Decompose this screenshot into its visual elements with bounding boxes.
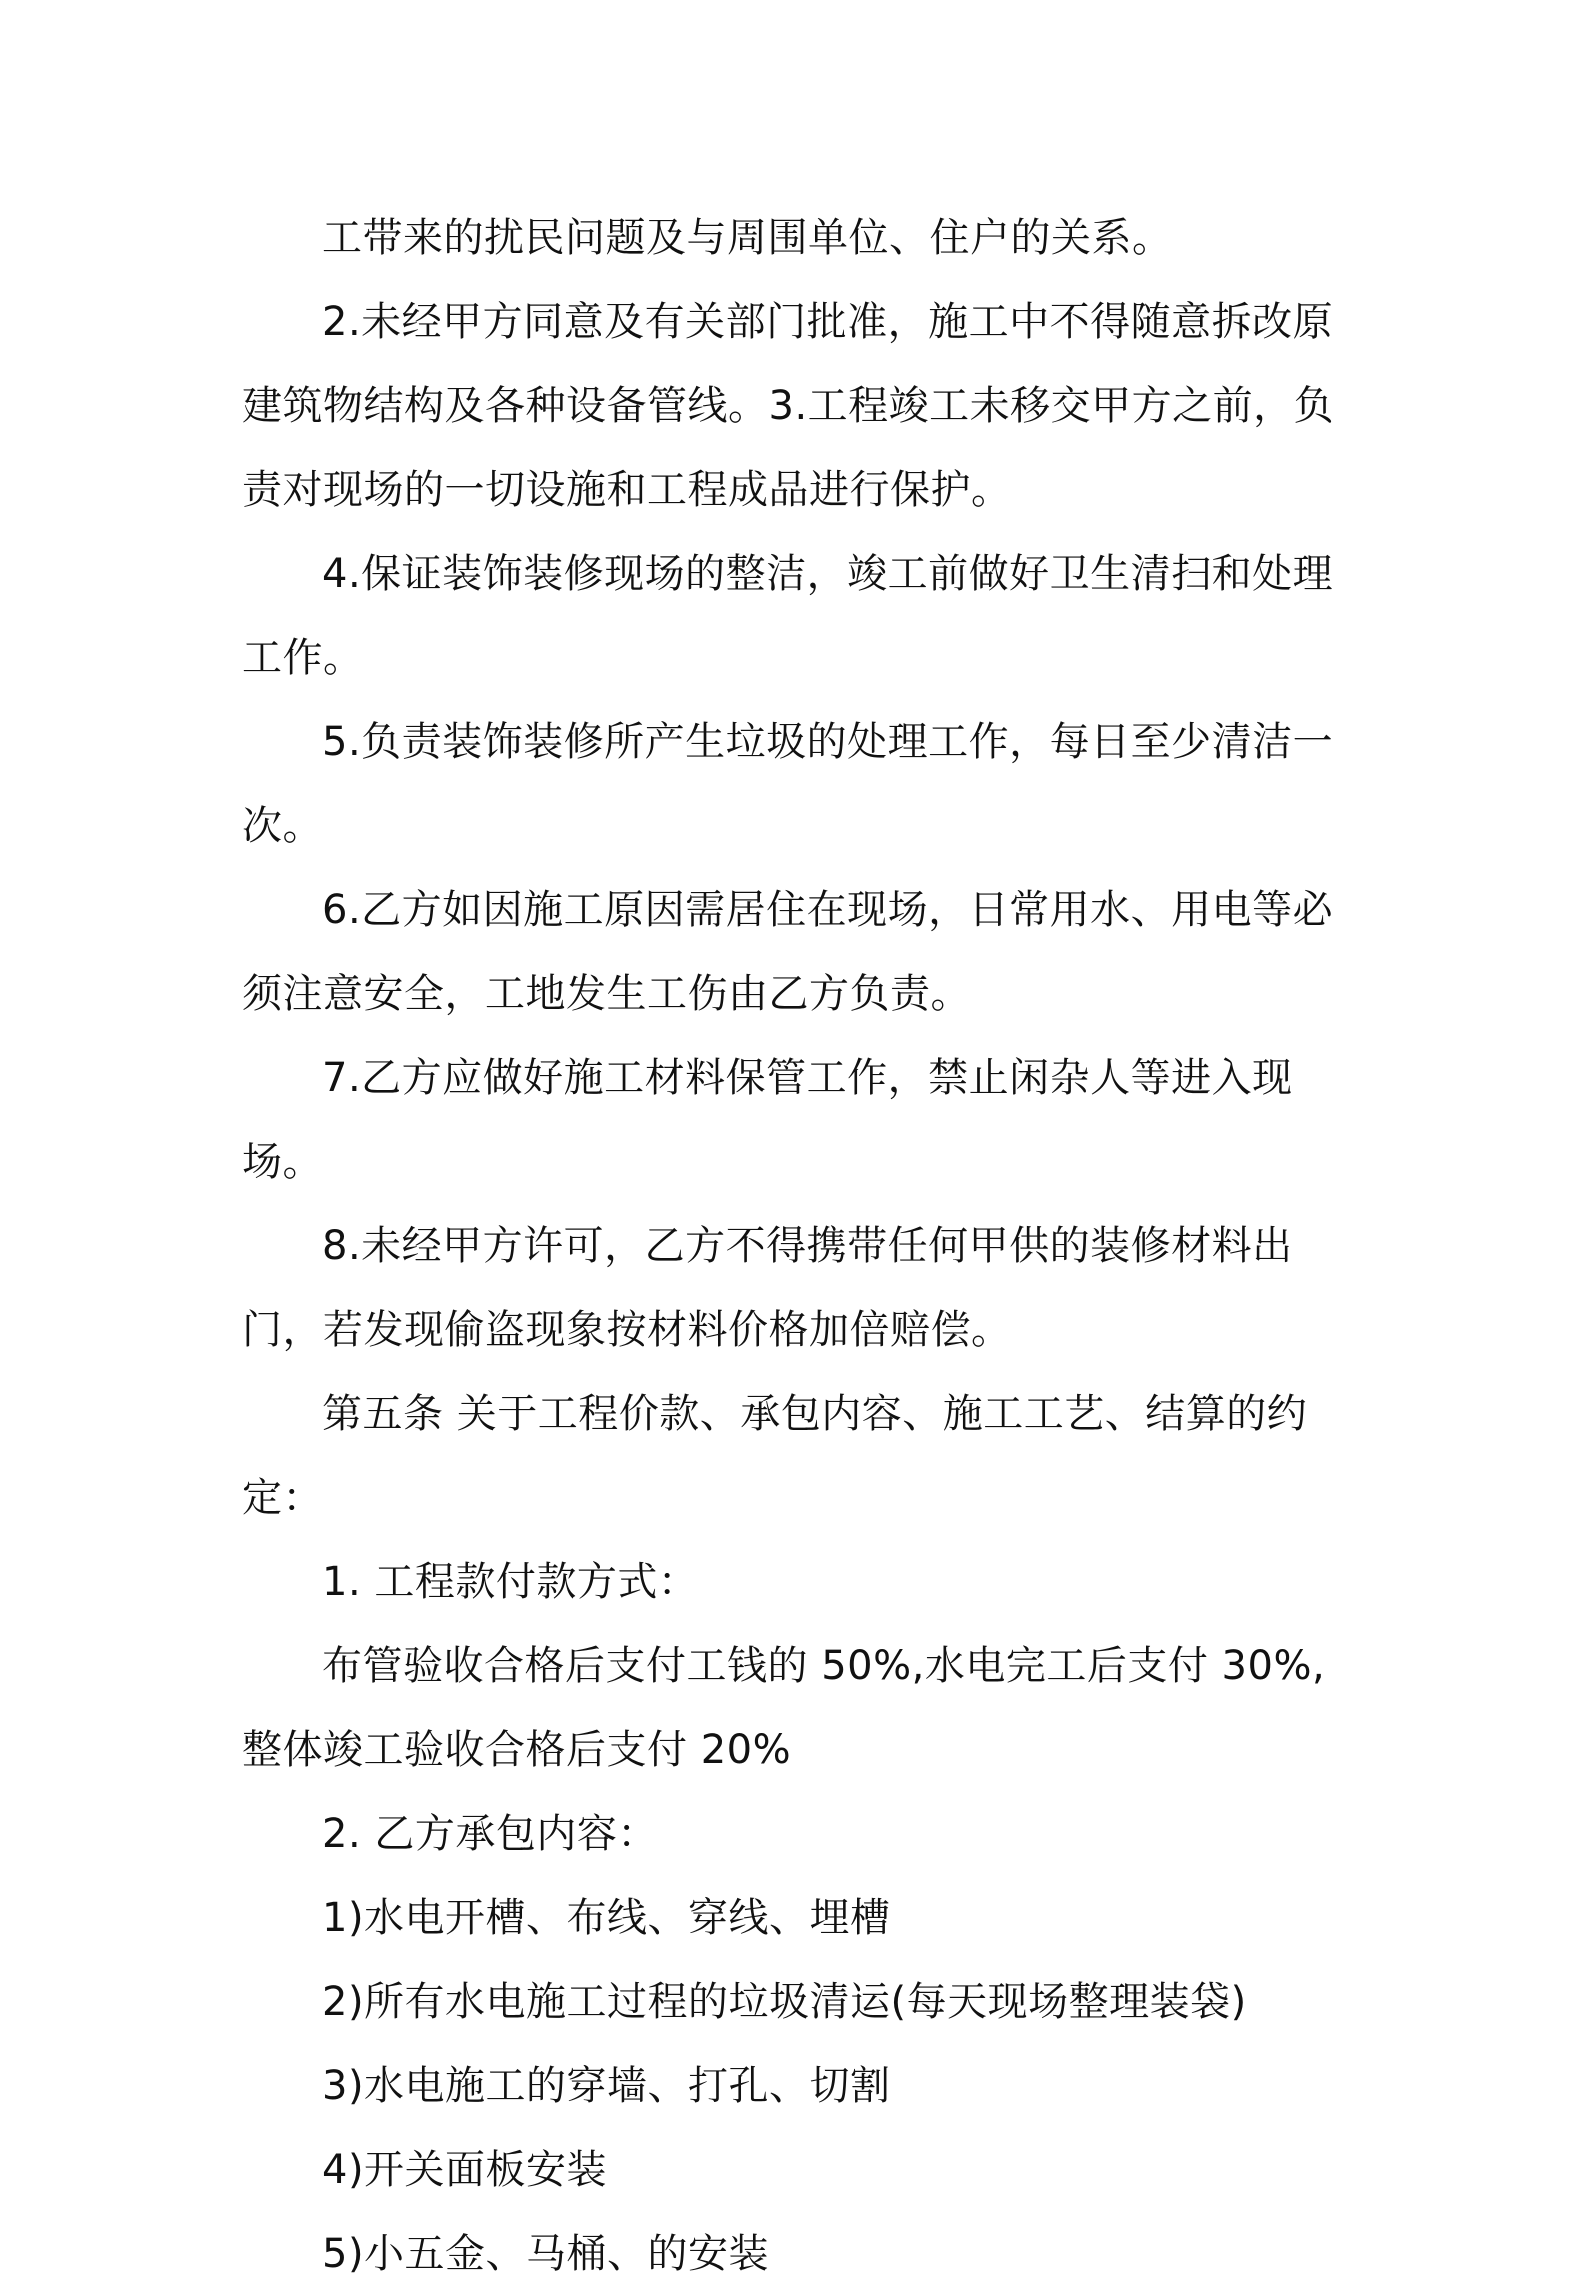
scope-item-2: 2)所有水电施工过程的垃圾清运(每天现场整理装袋) bbox=[322, 1979, 1247, 2025]
paragraph-clause-8: 8.未经甲方许可，乙方不得携带任何甲供的装修材料出门，若发现偷盗现象按材料价格加倍赔偿。 bbox=[242, 1223, 1293, 1353]
paragraph-clause-7: 7.乙方应做好施工材料保管工作，禁止闲杂人等进入现场。 bbox=[242, 1055, 1293, 1185]
payment-method-heading: 1. 工程款付款方式： bbox=[322, 1559, 699, 1605]
scope-item-5: 5)小五金、马桶、的安装 bbox=[322, 2231, 770, 2277]
paragraph-clause-4: 4.保证装饰装修现场的整洁，竣工前做好卫生清扫和处理工作。 bbox=[242, 551, 1334, 681]
document-body bbox=[242, 196, 1362, 2296]
payment-method-body: 布管验收合格后支付工钱的 50%,水电完工后支付 30%,整体竣工验收合格后支付 20% bbox=[242, 1643, 1326, 1773]
paragraph-intro-continuation: 工带来的扰民问题及与周围单位、住户的关系。 bbox=[322, 215, 1173, 261]
article-5-heading: 第五条 关于工程价款、承包内容、施工工艺、结算的约定： bbox=[242, 1391, 1308, 1521]
scope-item-1: 1)水电开槽、布线、穿线、埋槽 bbox=[322, 1895, 891, 1941]
contract-scope-heading: 2. 乙方承包内容： bbox=[322, 1811, 658, 1857]
paragraph-clause-5: 5.负责装饰装修所产生垃圾的处理工作，每日至少清洁一次。 bbox=[242, 719, 1334, 849]
scope-item-3: 3)水电施工的穿墙、打孔、切割 bbox=[322, 2063, 891, 2109]
scope-item-4: 4)开关面板安装 bbox=[322, 2147, 608, 2193]
paragraph-clause-6: 6.乙方如因施工原因需居住在现场，日常用水、用电等必须注意安全，工地发生工伤由乙方负责。 bbox=[242, 887, 1334, 1017]
paragraph-clause-2-3: 2.未经甲方同意及有关部门批准，施工中不得随意拆改原建筑物结构及各种设备管线。3.工程竣工未移交甲方之前，负责对现场的一切设施和工程成品进行保护。 bbox=[242, 299, 1335, 513]
